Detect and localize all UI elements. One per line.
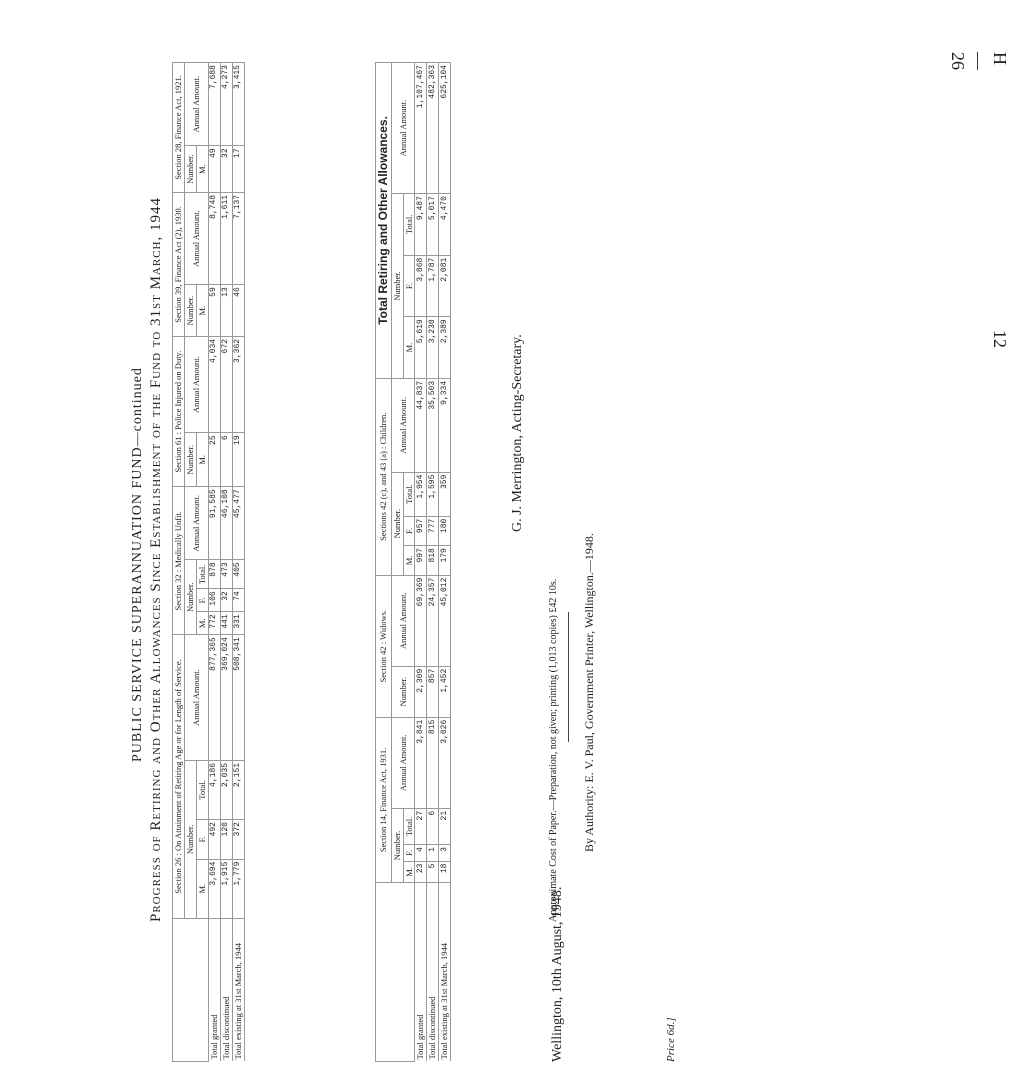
m-header: M. (196, 612, 208, 635)
m-header: M. (403, 317, 415, 379)
table-cell: 120 (220, 820, 232, 860)
label-header (376, 883, 415, 1062)
table-cell: 4,034 (208, 336, 220, 432)
group-header: Section 61 : Police Injured on Duty. (173, 336, 185, 486)
table-cell: 45,012 (439, 575, 451, 666)
allowances-table-1 (172, 62, 245, 1062)
table-cell: 5,619 (415, 317, 427, 379)
annual-header: Annual Amount. (391, 378, 415, 472)
group-header: Section 42 : Widows. (376, 575, 392, 717)
number-header: Number. (391, 194, 403, 379)
table-row (427, 63, 439, 1062)
table-cell: 625,104 (439, 63, 451, 194)
table-body (415, 63, 451, 1062)
table-cell: 3,694 (208, 859, 220, 918)
row-label: Total discontinued (427, 883, 439, 1062)
table-cell: 32 (220, 146, 232, 193)
table-cell: 1,954 (415, 472, 427, 516)
label-header (173, 918, 209, 1061)
table-cell: 359 (439, 472, 451, 516)
total-header: Total. (196, 560, 208, 589)
table-cell: 6 (220, 433, 232, 487)
table-cell: 106 (208, 589, 220, 612)
table-cell: 69,369 (415, 575, 427, 666)
number-header: Number. (391, 808, 403, 882)
table-cell: 1,611 (220, 192, 232, 284)
table-cell: 180 (439, 516, 451, 545)
table-cell: 372 (232, 820, 244, 860)
cost-note: Approximate Cost of Paper.—Preparation, not given; printing (1,013 copies) £42 10s. (548, 578, 559, 922)
table-cell: 59 (208, 285, 220, 337)
row-label: Total existing at 31st March, 1944 (232, 918, 244, 1061)
table-cell: 4,470 (439, 194, 451, 256)
table-cell: 369,024 (220, 635, 232, 761)
number-header: Number. (184, 560, 196, 635)
fund-title: PUBLIC SERVICE SUPERANNUATION FUND—continued (130, 367, 145, 762)
table-cell: 44,837 (415, 378, 427, 472)
date-line: Wellington, 10th August, 1948. (550, 886, 565, 1062)
annual-header: Annual Amount. (391, 575, 415, 666)
table-cell: 1,452 (439, 666, 451, 717)
annual-header: Annual Amount. (184, 63, 208, 146)
table-cell: 482,363 (427, 63, 439, 194)
table-cell: 19 (232, 433, 244, 487)
m-header: M. (196, 859, 208, 918)
table-cell: 405 (232, 560, 244, 589)
price-note: Price 6d.] (665, 1017, 677, 1062)
table-cell: 3,868 (415, 255, 427, 317)
table-cell: 2,035 (220, 760, 232, 819)
m-header: M. (403, 861, 415, 883)
table-cell: 23 (415, 861, 427, 883)
m-header: M. (196, 433, 208, 487)
number-header: Number. (184, 285, 196, 337)
table-cell: 179 (439, 546, 451, 575)
annual-header: Annual Amount. (391, 717, 415, 808)
row-label: Total granted (415, 883, 427, 1062)
f-header: F. (403, 516, 415, 545)
table-title: Progress of Retiring and Other Allowances Since Establishment of the Fund to 31st March, 1944 (148, 197, 164, 922)
table-cell: 3,362 (232, 336, 244, 432)
table-cell: 2,081 (439, 255, 451, 317)
table-cell: 35,503 (427, 378, 439, 472)
table-cell: 9,487 (415, 194, 427, 256)
table-cell: 46 (232, 285, 244, 337)
table-cell: 3 (439, 845, 451, 862)
table-cell: 6 (427, 808, 439, 844)
table-cell: 5,017 (427, 194, 439, 256)
table-cell: 27 (415, 808, 427, 844)
group-header: Total Retiring and Other Allowances. (376, 63, 392, 379)
table-cell: 32 (220, 589, 232, 612)
m-header: M. (196, 146, 208, 193)
table-cell: 25 (208, 433, 220, 487)
annual-header: Annual Amount. (391, 63, 415, 194)
table-cell: 492 (208, 820, 220, 860)
table-cell: 877,365 (208, 635, 220, 761)
table-cell: 997 (415, 546, 427, 575)
group-header: Section 14, Finance Act, 1931. (376, 717, 392, 882)
table-cell: 17 (232, 146, 244, 193)
f-header: F. (196, 589, 208, 612)
table-cell: 878 (208, 560, 220, 589)
table-cell: 5 (427, 861, 439, 883)
table-cell: 1 (427, 845, 439, 862)
table-cell: 508,341 (232, 635, 244, 761)
table-cell: 818 (427, 546, 439, 575)
annual-header: Annual Amount. (184, 635, 208, 761)
authority-line: By Authority: E. V. Paul, Government Printer, Wellington.—1948. (582, 533, 596, 852)
number-header: Number. (184, 433, 196, 487)
total-header: Total. (403, 808, 415, 844)
table-cell: 18 (439, 861, 451, 883)
table-cell: 49 (208, 146, 220, 193)
table-cell: 3,415 (232, 63, 244, 146)
f-header: F. (403, 845, 415, 862)
page-code: H—26 (948, 52, 1010, 70)
total-header: Total. (196, 760, 208, 819)
row-label: Total existing at 31st March, 1944 (439, 883, 451, 1062)
table-cell: 4,186 (208, 760, 220, 819)
table-cell: 331 (232, 612, 244, 635)
table-cell: 815 (427, 717, 439, 808)
table-cell: 1,787 (427, 255, 439, 317)
table-cell: 9,334 (439, 378, 451, 472)
signer: G. J. Merrington, Acting-Secretary. (510, 334, 525, 532)
table-cell: 8,748 (208, 192, 220, 284)
divider (568, 612, 569, 742)
table-row (415, 63, 427, 1062)
table-row (220, 63, 232, 1062)
group-header: Sections 42 (c), and 43 (a) : Children. (376, 378, 392, 575)
row-label: Total discontinued (220, 918, 232, 1061)
number-header: Number. (391, 666, 415, 717)
group-header: Section 32 : Medically Unfit. (173, 487, 185, 635)
table-cell: 772 (208, 612, 220, 635)
table-cell: 473 (220, 560, 232, 589)
table-cell: 74 (232, 589, 244, 612)
group-header: Section 39, Finance Act (2), 1930. (173, 192, 185, 336)
table-cell: 1,779 (232, 859, 244, 918)
table-cell: 2,389 (439, 317, 451, 379)
m-header: M. (403, 546, 415, 575)
table-cell: 7,688 (208, 63, 220, 146)
table-cell: 4,273 (220, 63, 232, 146)
table-cell: 777 (427, 516, 439, 545)
table-cell: 46,108 (220, 487, 232, 560)
table-cell: 1,595 (427, 472, 439, 516)
total-header: Total. (403, 194, 415, 256)
table-cell: 1,107,467 (415, 63, 427, 194)
number-header: Number. (184, 760, 196, 918)
table-cell: 3,026 (439, 717, 451, 808)
number-header: Number. (391, 472, 403, 575)
annual-header: Annual Amount. (184, 192, 208, 284)
allowances-table-2 (375, 62, 451, 1062)
table-cell: 957 (415, 516, 427, 545)
table-cell: 1,915 (220, 859, 232, 918)
total-header: Total. (403, 472, 415, 516)
table-cell: 2,309 (415, 666, 427, 717)
table-cell: 21 (439, 808, 451, 844)
table-cell: 24,357 (427, 575, 439, 666)
m-header: M. (196, 285, 208, 337)
f-header: F. (403, 255, 415, 317)
table-cell: 7,137 (232, 192, 244, 284)
group-header: Section 26 : On Attainment of Retiring Age or for Length of Service. (173, 635, 185, 918)
table-cell: 2,151 (232, 760, 244, 819)
table-cell: 857 (427, 666, 439, 717)
table-row (208, 63, 220, 1062)
table-cell: 3,841 (415, 717, 427, 808)
table-cell: 4 (415, 845, 427, 862)
table-cell: 91,585 (208, 487, 220, 560)
table-cell: 441 (220, 612, 232, 635)
number-header: Number. (184, 146, 196, 193)
table-cell: 45,477 (232, 487, 244, 560)
table-row (232, 63, 244, 1062)
page-number: 12 (990, 330, 1010, 348)
table-cell: 13 (220, 285, 232, 337)
table-cell: 672 (220, 336, 232, 432)
annual-header: Annual Amount. (184, 336, 208, 432)
group-header: Section 28, Finance Act, 1921. (173, 63, 185, 193)
row-label: Total granted (208, 918, 220, 1061)
table-body (208, 63, 244, 1062)
table-cell: 3,230 (427, 317, 439, 379)
f-header: F. (196, 820, 208, 860)
table-row (439, 63, 451, 1062)
annual-header: Annual Amount. (184, 487, 208, 560)
